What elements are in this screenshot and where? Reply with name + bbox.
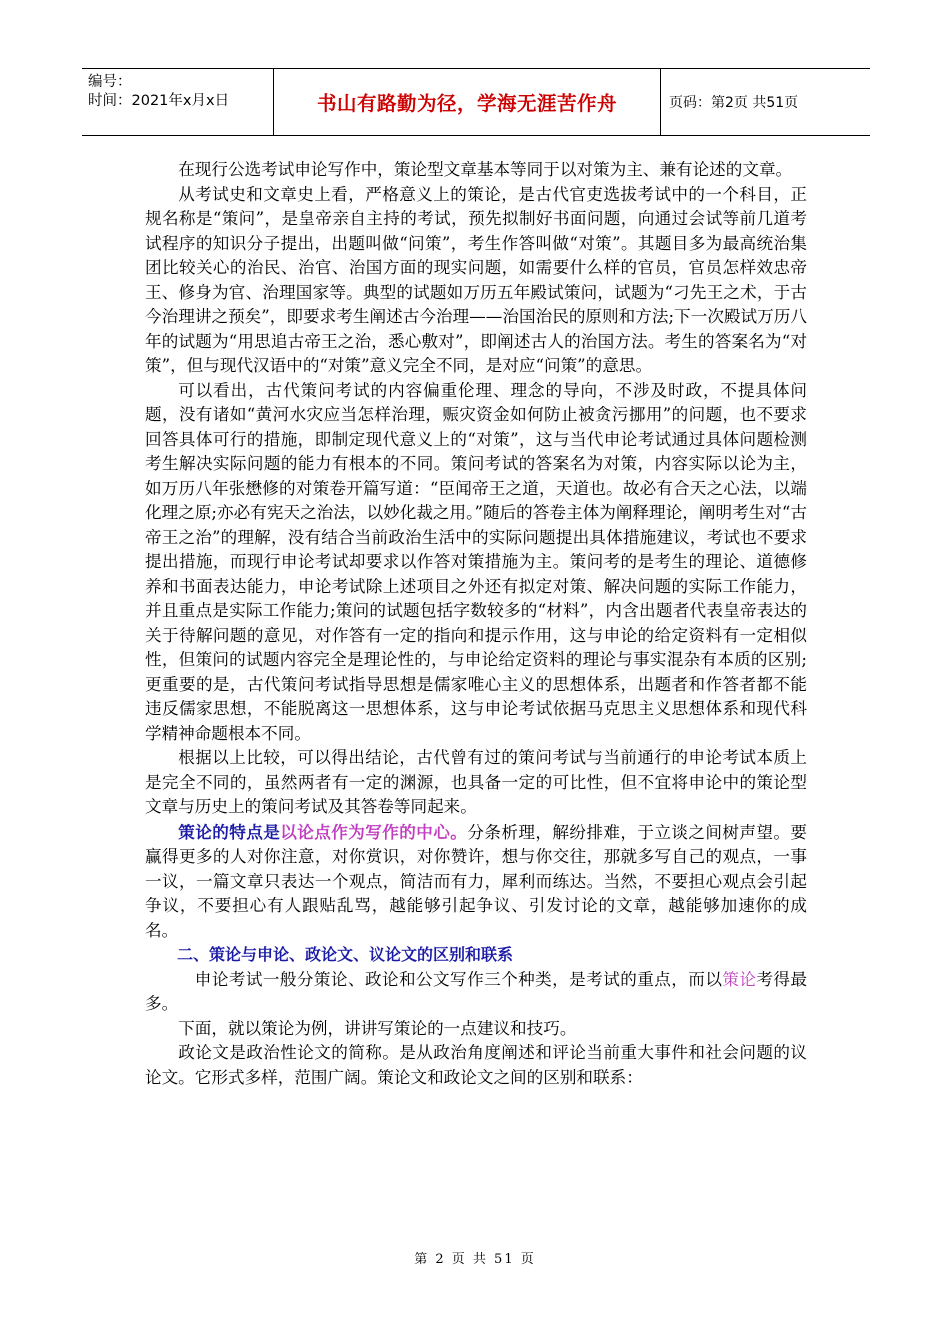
date-label: 时间：2021年x月x日 (88, 93, 230, 109)
code-label: 编号： (88, 74, 132, 90)
paragraph-6-end: 考得最多。 (145, 969, 808, 1013)
document-body (145, 158, 807, 1090)
feature-text: 分条析理，解纷排难，于立谈之间树声望。要赢得更多的人对你注意，对你赏识，对你赞许，想与你交往，那就多写自己的观点，一事一议，一篇文章只表达一个观点，简洁而有力，犀利而练达。当然，不要担心观点会引起争议，不要担心有人跟贴乱骂，越能够引起争议、引发讨论的文章，越能够加速你的成名。 (145, 822, 808, 940)
paragraph-1: 在现行公选考试申论写作中，策论型文章基本等同于以对策为主、兼有论述的文章。 (178, 160, 793, 179)
paragraph-6-main: 申论考试一般分策论、政论和公文写作三个种类，是考试的重点，而以 (194, 969, 723, 989)
section-heading-2: 二、策论与申论、政论文、议论文的区别和联系 (177, 945, 514, 964)
paragraph-2: 从考试史和文章史上看，严格意义上的策论，是古代官吏选拔考试中的一个科目，正规名称是“策问”，是皇帝亲自主持的考试，预先拟制好书面问题，向通过会试等前几道考试程序的知识分子提出，出题叫做“问策”，考生作答叫做“对策”。其题目多为最高统治集团比较关心的治民、治官、治国方面的现实问题，如需要什么样的官员，官员怎样效忠帝王、修身为官、治理国家等。典型的试题如万历五年殿试策问，试题为“刁先王之术，于古今治理讲之预矣”，即要求考生阐述古今治理——治国治民的原则和方法;下一次殿试万历八年的试题为“用思追古帝王之治，悉心敷对”，即阐述古人的治国方法。考生的答案名为“对策”，但与现代汉语中的“对策”意义完全不同，是对应“问策”的意思。 (145, 184, 807, 375)
feature-highlight: 以论点作为写作的中心。 (280, 821, 468, 842)
page-header (82, 68, 870, 136)
paragraph-7: 下面，就以策论为例，讲讲写策论的一点建议和技巧。 (178, 1018, 577, 1038)
page-footer: 第 2 页 共 51 页 (414, 1252, 536, 1267)
celun-link[interactable]: 策论 (722, 969, 757, 989)
paragraph-6 (145, 968, 807, 1017)
paragraph-5 (145, 820, 807, 944)
paragraph-8: 政论文是政治性论文的简称。是从政治角度阐述和评论当前重大事件和社会问题的议论文。它形式多样，范围广阔。策论文和政论文之间的区别和联系： (145, 1043, 807, 1087)
header-motto: 书山有路勤为径，学海无涯苦作舟 (274, 69, 661, 135)
paragraph-4: 根据以上比较，可以得出结论，古代曾有过的策问考试与当前通行的申论考试本质上是完全不同的，虽然两者有一定的渊源，也具备一定的可比性，但不宜将申论中的策论型文章与历史上的策问考试及其答卷等同起来。 (145, 748, 807, 816)
feature-lead: 策论的特点是 (178, 821, 281, 842)
header-meta (82, 69, 274, 135)
header-page-info: 页码：第2页 共51页 (669, 95, 799, 111)
paragraph-3: 可以看出，古代策问考试的内容偏重伦理、理念的导向，不涉及时政，不提具体问题，没有诸如“黄河水灾应当怎样治理，赈灾资金如何防止被贪污挪用”的问题，也不要求回答具体可行的措施，即制定现代意义上的“对策”，这与当代申论考试通过具体问题检测考生解决实际问题的能力有根本的不同。策问考试的答案名为对策，内容实际以论为主，如万历八年张懋修的对策卷开篇写道：“臣闻帝王之道，天道也。故必有合天之心法，以端化理之原;亦必有宪天之治法，以妙化裁之用。”随后的答卷主体为阐释理论，阐明考生对“古帝王之治”的理解，没有结合当前政治生活中的实际问题提出具体措施建议，考试也不要求提出措施，而现行申论考试却要求以作答对策措施为主。策问考的是考生的理论、道德修养和书面表达能力，申论考试除上述项目之外还有拟定对策、解决问题的实际工作能力，并且重点是实际工作能力;策问的试题包括字数较多的“材料”，内含出题者代表皇帝表达的关于待解问题的意见，对作答有一定的指向和提示作用，这与申论的给定资料有一定相似性，但策问的试题内容完全是理论性的，与申论给定资料的理论与事实混杂有本质的区别;更重要的是，古代策问考试指导思想是儒家唯心主义的思想体系，出题者和作答者都不能违反儒家思想，不能脱离这一思想体系，这与申论考试依据马克思主义思想体系和现代科学精神命题根本不同。 (145, 380, 807, 743)
